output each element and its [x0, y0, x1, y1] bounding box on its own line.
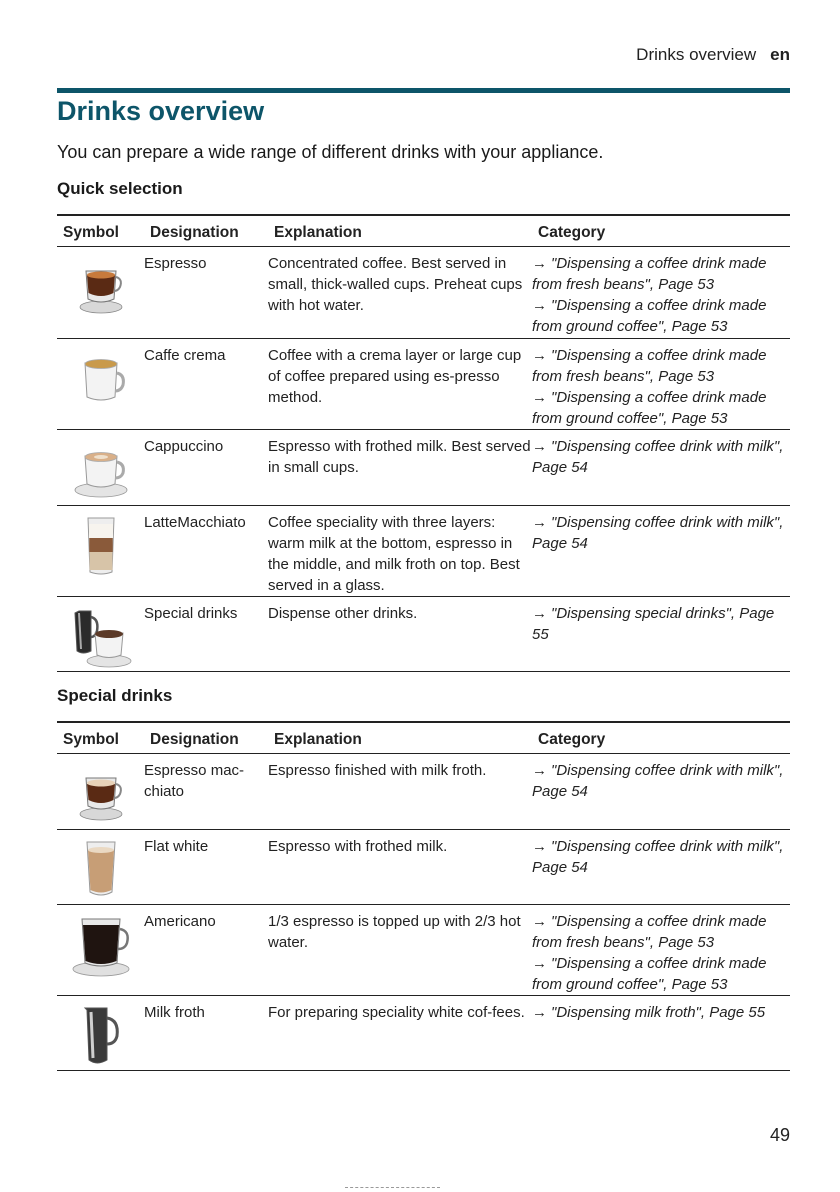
- category-cell: [532, 247, 790, 339]
- espresso-glass-icon: [76, 255, 126, 317]
- page-title: Drinks overview: [57, 96, 265, 126]
- designation-cell: Espresso mac-chiato: [144, 754, 268, 830]
- designation-cell: Flat white: [144, 830, 268, 905]
- symbol-cell: [57, 754, 144, 830]
- category-reference[interactable]: → "Dispensing special drinks", Page 55: [532, 605, 775, 643]
- table-header-row: [57, 722, 790, 754]
- table-row: [57, 597, 790, 672]
- category-reference[interactable]: → "Dispensing coffee drink with milk", Page 54: [532, 762, 784, 800]
- milk-jug-icon: [77, 1004, 125, 1068]
- explanation-cell: Coffee speciality with three layers: warm milk at the bottom, espresso in the middle, and milk froth on top. Best served in a glass.: [268, 506, 532, 597]
- page-number: 49: [769, 1125, 790, 1145]
- category-cell: [532, 996, 790, 1071]
- quick-selection-table: [57, 214, 790, 672]
- symbol-cell: [57, 430, 144, 506]
- table-header-row: [57, 215, 790, 247]
- explanation-cell: Coffee with a crema layer or large cup of coffee prepared using es-presso method.: [268, 339, 532, 430]
- flat-white-glass-icon: [79, 838, 123, 900]
- category-reference[interactable]: → "Dispensing coffee drink with milk", Page 54: [532, 514, 784, 552]
- explanation-cell: Dispense other drinks.: [268, 597, 532, 672]
- category-reference[interactable]: → "Dispensing a coffee drink made from ground coffee", Page 53: [532, 297, 767, 335]
- category-cell: [532, 430, 790, 506]
- designation-cell: Cappuccino: [144, 430, 268, 506]
- explanation-cell: Concentrated coffee. Best served in small, thick-walled cups. Preheat cups with hot water.: [268, 247, 532, 339]
- latte-glass-icon: [81, 514, 121, 578]
- category-reference[interactable]: → "Dispensing milk froth", Page 55: [532, 1004, 766, 1021]
- special-drinks-table: [57, 721, 790, 1071]
- symbol-cell: [57, 247, 144, 339]
- arrow-right-icon: →: [532, 347, 547, 364]
- table-row: [57, 339, 790, 430]
- explanation-cell: 1/3 espresso is topped up with 2/3 hot water.: [268, 905, 532, 996]
- table-row: [57, 506, 790, 597]
- table-row: [57, 247, 790, 339]
- designation-cell: Caffe crema: [144, 339, 268, 430]
- table-row: [57, 905, 790, 996]
- arrow-right-icon: →: [532, 255, 547, 272]
- arrow-right-icon: →: [532, 438, 547, 455]
- table-row: [57, 430, 790, 506]
- column-header-explanation: Explanation: [268, 215, 532, 247]
- quick-selection-title: Quick selection: [57, 179, 183, 198]
- intro-text: You can prepare a wide range of different drinks with your appliance.: [57, 142, 604, 162]
- header-language: en: [770, 45, 790, 64]
- column-header-symbol: Symbol: [57, 722, 144, 754]
- table-row: [57, 830, 790, 905]
- symbol-cell: [57, 597, 144, 672]
- column-header-designation: Designation: [144, 215, 268, 247]
- coffee-cup-icon: [76, 347, 126, 409]
- arrow-right-icon: →: [532, 389, 547, 406]
- category-reference[interactable]: → "Dispensing coffee drink with milk", Page 54: [532, 838, 784, 876]
- arrow-right-icon: →: [532, 838, 547, 855]
- designation-cell: LatteMacchiato: [144, 506, 268, 597]
- arrow-right-icon: →: [532, 605, 547, 622]
- symbol-cell: [57, 996, 144, 1071]
- arrow-right-icon: →: [532, 1004, 547, 1021]
- arrow-right-icon: →: [532, 955, 547, 972]
- header-section: Drinks overview: [636, 45, 757, 64]
- jug-and-cup-icon: [69, 605, 133, 671]
- category-cell: [532, 905, 790, 996]
- espresso-macchiato-glass-icon: [76, 762, 126, 824]
- category-cell: [532, 830, 790, 905]
- category-reference[interactable]: → "Dispensing a coffee drink made from fresh beans", Page 53: [532, 255, 767, 293]
- category-reference[interactable]: → "Dispensing a coffee drink made from ground coffee", Page 53: [532, 389, 767, 427]
- arrow-right-icon: →: [532, 762, 547, 779]
- table-row: [57, 996, 790, 1071]
- column-header-category: Category: [532, 215, 790, 247]
- column-header-explanation: Explanation: [268, 722, 532, 754]
- footer-divider: [345, 1187, 440, 1189]
- designation-cell: Espresso: [144, 247, 268, 339]
- explanation-cell: Espresso finished with milk froth.: [268, 754, 532, 830]
- title-rule: [57, 88, 790, 93]
- explanation-cell: Espresso with frothed milk. Best served in small cups.: [268, 430, 532, 506]
- column-header-designation: Designation: [144, 722, 268, 754]
- designation-cell: Americano: [144, 905, 268, 996]
- symbol-cell: [57, 830, 144, 905]
- cappuccino-cup-icon: [73, 438, 129, 500]
- category-cell: [532, 506, 790, 597]
- americano-glass-icon: [70, 913, 132, 979]
- arrow-right-icon: →: [532, 514, 547, 531]
- column-header-category: Category: [532, 722, 790, 754]
- category-cell: [532, 597, 790, 672]
- category-reference[interactable]: → "Dispensing a coffee drink made from ground coffee", Page 53: [532, 955, 767, 993]
- category-cell: [532, 754, 790, 830]
- category-reference[interactable]: → "Dispensing coffee drink with milk", Page 54: [532, 438, 784, 476]
- special-drinks-title: Special drinks: [57, 686, 173, 705]
- column-header-symbol: Symbol: [57, 215, 144, 247]
- symbol-cell: [57, 905, 144, 996]
- designation-cell: Special drinks: [144, 597, 268, 672]
- designation-cell: Milk froth: [144, 996, 268, 1071]
- symbol-cell: [57, 506, 144, 597]
- table-row: [57, 754, 790, 830]
- category-cell: [532, 339, 790, 430]
- running-header: [636, 45, 790, 65]
- symbol-cell: [57, 339, 144, 430]
- category-reference[interactable]: → "Dispensing a coffee drink made from fresh beans", Page 53: [532, 347, 767, 385]
- explanation-cell: Espresso with frothed milk.: [268, 830, 532, 905]
- arrow-right-icon: →: [532, 297, 547, 314]
- category-reference[interactable]: → "Dispensing a coffee drink made from fresh beans", Page 53: [532, 913, 767, 951]
- explanation-cell: For preparing speciality white cof-fees.: [268, 996, 532, 1071]
- arrow-right-icon: →: [532, 913, 547, 930]
